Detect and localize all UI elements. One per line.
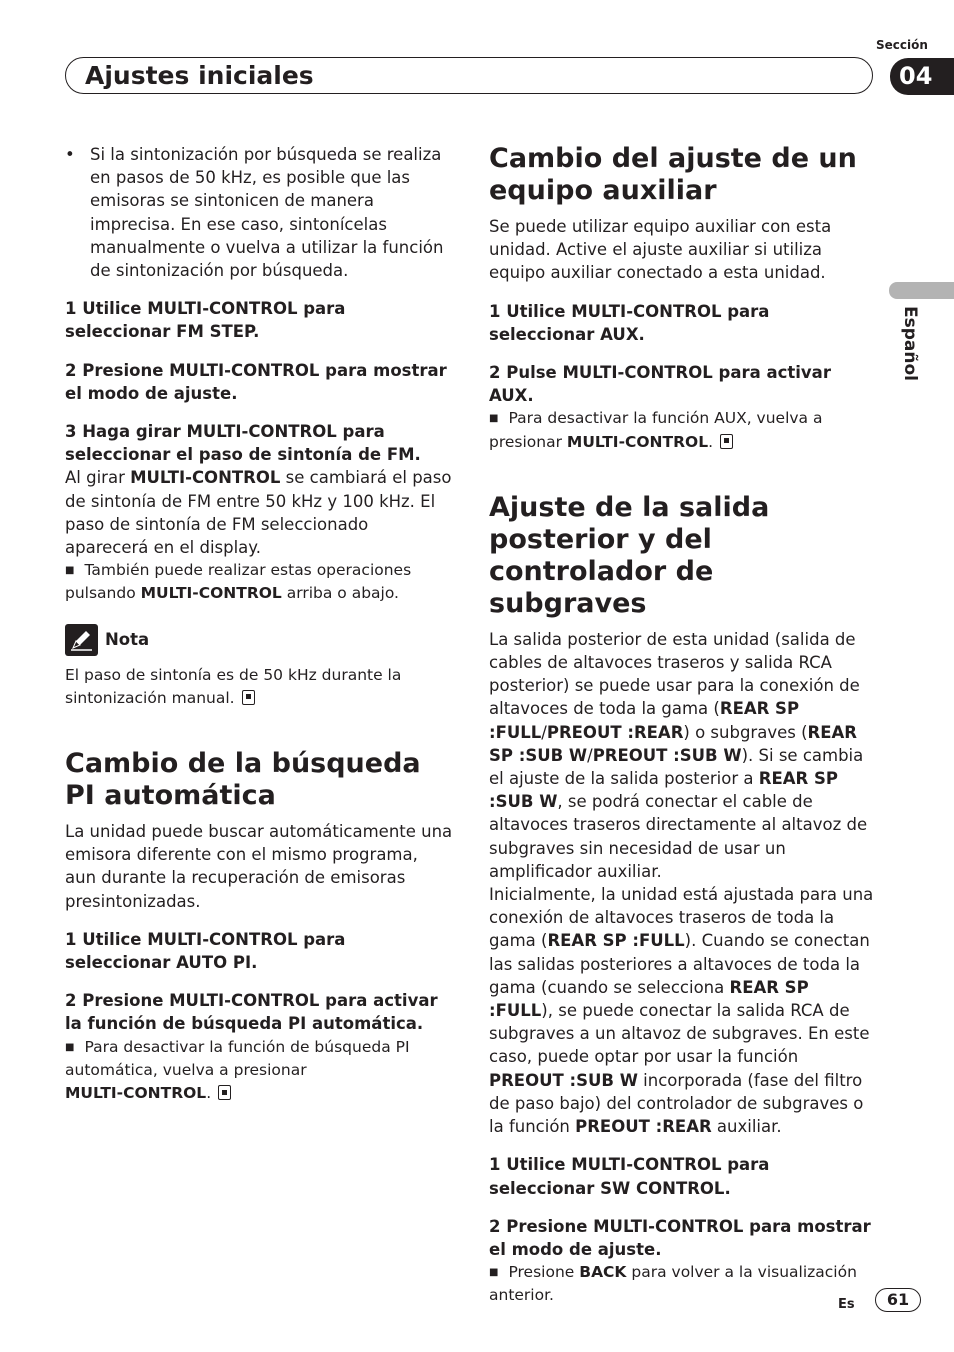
pencil-note-icon [65,624,98,656]
note-title: Nota [105,630,150,650]
footer-language-code: Es [838,1297,855,1312]
heading-rear-output: Ajuste de la salida posterior y del controlador de subgraves [489,491,770,619]
tuning-bullet: • Si la sintonización por búsqueda se realiza en pasos de 50 kHz, es posible que las emisoras se sintonicen de manera imprecisa. En ese caso, sintonícelas manualmente o vuelva a utilizar la función de sintonización por búsqueda. [65,143,453,282]
rear-body [489,628,877,883]
pi-step-1: 1 Utilice MULTI-CONTROL para seleccionar AUTO PI. [65,929,346,973]
aux-intro: Se puede utilizar equipo auxiliar con esta unidad. Active el ajuste auxiliar si utiliza equipo auxiliar conectado a esta unidad. [489,217,832,283]
setting-name: PREOUT :REAR [546,722,684,742]
setting-name: REAR SP :SUB W [489,769,838,812]
setting-name: PREOUT :REAR [575,1117,712,1137]
page-title: Ajustes iniciales [85,61,314,90]
body-text: ) o subgraves ( [683,722,808,742]
section-label: Sección [876,38,928,52]
body-text: ). Si se cambia el ajuste de la salida posterior a [489,745,864,789]
body-text: ), se puede conectar la salida RCA de subgraves a un altavoz de subgraves. En este caso, puede optar por usar la función [489,1001,870,1067]
note-header [65,624,453,656]
heading-aux: Cambio del ajuste de un equipo auxiliar [489,143,857,206]
page-number: 61 [875,1288,921,1312]
setting-name: REAR SP :SUB W [489,722,857,765]
right-column [489,143,877,1308]
pi-note: ■ Para desactivar la función de búsqueda PI automática, vuelva a presionar MULTI-CONTROL. [65,1037,410,1103]
setting-name: PREOUT :SUB W [489,1070,638,1090]
rear-step-1: 1 Utilice MULTI-CONTROL para seleccionar SW CONTROL. [489,1155,770,1198]
note-square-icon: ■ [65,565,75,577]
setting-name: REAR SP :FULL [489,699,800,742]
heading-pi-search: Cambio de la búsqueda PI automática [65,748,421,812]
end-of-section-icon [218,1085,231,1100]
step-1-fm-step: 1 Utilice MULTI-CONTROL para seleccionar FM STEP. [65,299,346,342]
note-square-icon: ■ [489,1267,499,1279]
aux-step-1: 1 Utilice MULTI-CONTROL para seleccionar AUX. [489,301,770,344]
step-2-show-mode: 2 Presione MULTI-CONTROL para mostrar el modo de ajuste. [65,360,447,403]
left-column [65,143,453,1105]
body-text: incorporada (fase del filtro de paso bajo) del controlador de subgraves o la función [489,1070,864,1137]
body-text: / [541,722,547,742]
language-label: Español [900,306,920,381]
aux-note: ■ Para desactivar la función AUX, vuelva a presionar MULTI-CONTROL. [489,409,823,451]
end-of-section-icon [720,434,733,449]
note-text: El paso de sintonía es de 50 kHz durante la sintonización manual. [65,665,402,707]
end-of-section-icon [242,690,255,705]
rear-body-2 [489,883,877,1138]
body-text: ). Cuando se conectan las salidas posteriores a altavoces de toda la gama (cuando se selecciona [489,931,870,997]
body-text: Inicialmente, la unidad está ajustada para una conexión de altavoces traseros de toda la gama ( [489,885,874,951]
setting-name: PREOUT :SUB W [592,745,742,765]
rear-step-2: 2 Presione MULTI-CONTROL para mostrar el modo de ajuste. [489,1216,871,1259]
body-text: auxiliar. [711,1117,782,1137]
language-tab [889,282,954,299]
rear-note: ■ Presione BACK para volver a la visualización anterior. [489,1263,857,1305]
body-text: , se podrá conectar el cable de altavoces traseros directamente al altavoz de subgraves sin necesidad de usar un amplificador auxiliar. [489,792,868,881]
note-square-icon: ■ [489,413,499,425]
note-square-icon: ■ [65,1041,75,1053]
section-number-badge: 04 [890,58,954,95]
pi-step-2: 2 Presione MULTI-CONTROL para activar la función de búsqueda PI automática. [65,991,438,1034]
setting-name: REAR SP :FULL [547,931,685,951]
aux-step-2: 2 Pulse MULTI-CONTROL para activar AUX. [489,363,831,406]
step-3-note: ■ También puede realizar estas operaciones pulsando MULTI-CONTROL arriba o abajo. [65,561,412,603]
pi-intro: La unidad puede buscar automáticamente una emisora diferente con el mismo programa, aun durante la recuperación de emisoras presintonizadas. [65,822,453,911]
step-3-body: Al girar MULTI-CONTROL se cambiará el paso de sintonía de FM entre 50 kHz y 100 kHz. El paso de sintonía de FM seleccionado aparecerá en el display. [65,468,452,558]
body-text: La salida posterior de esta unidad (salida de cables de altavoces traseros y salida RCA posterior) se puede usar para la conexión de altavoces de toda la gama ( [489,629,860,719]
setting-name: REAR SP :FULL [489,977,809,1021]
body-text: / [587,745,593,765]
step-3-turn-control: 3 Haga girar MULTI-CONTROL para seleccionar el paso de sintonía de FM. [65,422,421,465]
